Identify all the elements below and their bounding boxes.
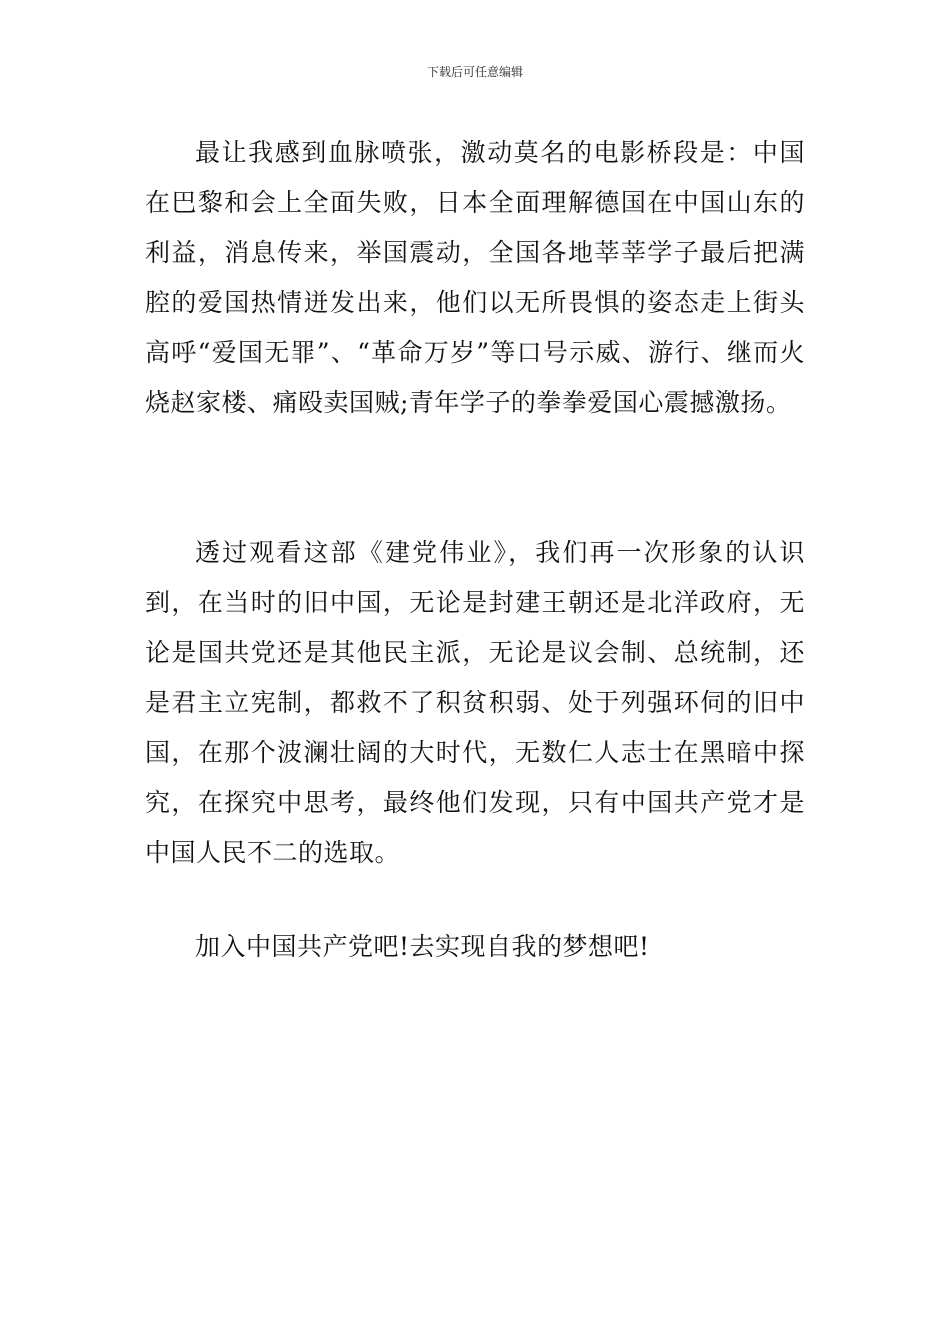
- paragraph-3: 加入中国共产党吧!去实现自我的梦想吧!: [195, 932, 650, 961]
- paragraph-2: 透过观看这部《建党伟业》，我们再一次形象的认识到，在当时的旧中国，无论是封建王朝还是北洋政府，无论是国共党还是其他民主派，无论是议会制、总统制，还是君主立宪制，都救不了积贫积弱、处于列强环伺的旧中国，在那个波澜壮阔的大时代，无数仁人志士在黑暗中探究，在探究中思考，最终他们发现，只有中国共产党才是中国人民不二的选取。: [145, 538, 805, 867]
- page-header: 下载后可任意编辑: [426, 65, 523, 79]
- paragraph-1: 最让我感到血脉喷张，激动莫名的电影桥段是：中国在巴黎和会上全面失败，日本全面理解德国在中国山东的利益，消息传来，举国震动，全国各地莘莘学子最后把满腔的爱国热情迸发出来，他们以无所畏惧的姿态走上街头高呼“爱国无罪”、“革命万岁”等口号示威、游行、继而火烧赵家楼、痛殴卖国贼;青年学子的拳拳爱国心震撼激扬。: [145, 138, 805, 417]
